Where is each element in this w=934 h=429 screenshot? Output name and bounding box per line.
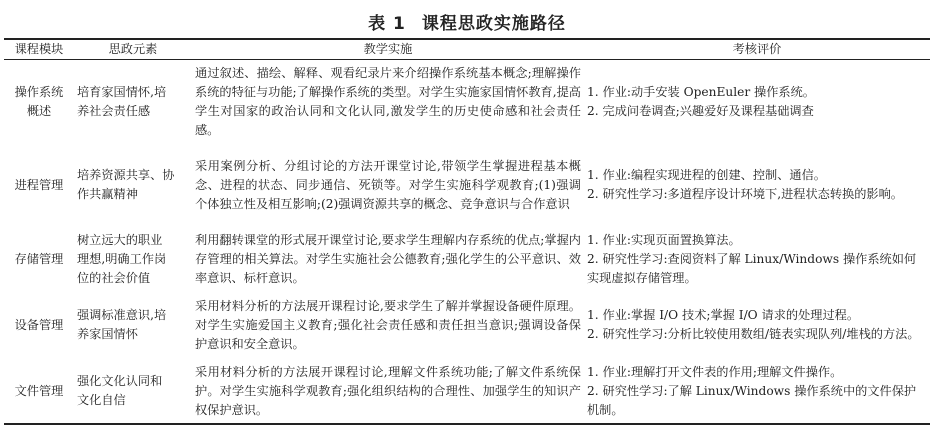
module-cell: 操作系统 概述 <box>14 85 64 118</box>
evaluation-cell: 1. 作业:掌握 I/O 技术;掌握 I/O 请求的处理过程。 2. 研究性学习:分析比较使用数组/链表实现队列/堆栈的方法。 <box>587 308 920 341</box>
element-cell: 培育家国情怀,培 养社会责任感 <box>77 85 167 118</box>
element-cell: 培养资源共享、协 作共赢精神 <box>77 168 175 201</box>
header-evaluation: 考核评价 <box>732 42 782 56</box>
module-cell: 存储管理 <box>14 251 64 266</box>
table-row <box>4 291 930 358</box>
table-caption <box>0 9 934 34</box>
header-module: 课程模块 <box>14 42 64 56</box>
module-cell: 设备管理 <box>14 317 64 332</box>
implementation-cell: 采用案例分析、分组讨论的方法开课堂讨论,带领学生掌握进程基本概念、进程的状态、同步通信、死锁等。对学生实施科学观教育;(1)强调个体独立性及相互影响;(2)强调资源共享的概念、竞争意识与合作意识 <box>195 158 581 211</box>
implementation-table <box>4 38 930 425</box>
evaluation-cell: 1. 作业:编程实现进程的创建、控制、通信。 2. 研究性学习:多道程序设计环境下,进程状态转换的影响。 <box>587 168 903 201</box>
header-implementation: 教学实施 <box>363 42 413 56</box>
table-row <box>4 358 930 424</box>
evaluation-cell: 1. 作业:动手安装 OpenEuler 操作系统。 2. 完成问卷调查;兴趣爱好及课程基础调查 <box>587 85 815 118</box>
evaluation-cell: 1. 作业:实现页面置换算法。 2. 研究性学习:查阅资料了解 Linux/Windows 操作系统如何实现虚拟存储管理。 <box>587 232 917 285</box>
table-row <box>4 143 930 226</box>
element-cell: 强调标准意识,培 养家国情怀 <box>77 308 167 341</box>
header-row <box>4 39 930 60</box>
table-row <box>4 226 930 291</box>
element-cell: 树立远大的职业 理想,明确工作岗 位的社会价值 <box>77 232 167 285</box>
implementation-cell: 采用材料分析的方法展开课程讨论,要求学生了解并掌握设备硬件原理。对学生实施爱国主义教育;强化社会责任感和责任担当意识;强调设备保护意识和安全意识。 <box>195 298 581 351</box>
element-cell: 强化文化认同和 文化自信 <box>77 374 163 407</box>
table-number: 表 1 <box>368 14 406 34</box>
table-row <box>4 60 930 144</box>
header-element: 思政元素 <box>108 42 158 56</box>
implementation-cell: 采用材料分析的方法展开课程讨论,理解文件系统功能;了解文件系统保护。对学生实施科学观教育;强化组织结构的合理性、加强学生的知识产权保护意识。 <box>195 364 581 417</box>
implementation-cell: 通过叙述、描绘、解释、观看纪录片来介绍操作系统基本概念;理解操作系统的特征与功能;了解操作系统的类型。对学生实施家国情怀教育,提高学生对国家的政治认同和文化认同,激发学生的历史使命感和社会责任感。 <box>195 66 581 137</box>
implementation-cell: 利用翻转课堂的形式展开课堂讨论,要求学生理解内存系统的优点;掌握内存管理的相关算法。对学生实施社会公德教育;强化学生的公平意识、效率意识、标杆意识。 <box>195 232 581 285</box>
evaluation-cell: 1. 作业:理解打开文件表的作用;理解文件操作。 2. 研究性学习:了解 Linux/Windows 操作系统中的文件保护机制。 <box>587 364 917 417</box>
module-cell: 进程管理 <box>14 177 64 192</box>
module-cell: 文件管理 <box>14 383 64 398</box>
table-title: 课程思政实施路径 <box>421 14 566 34</box>
